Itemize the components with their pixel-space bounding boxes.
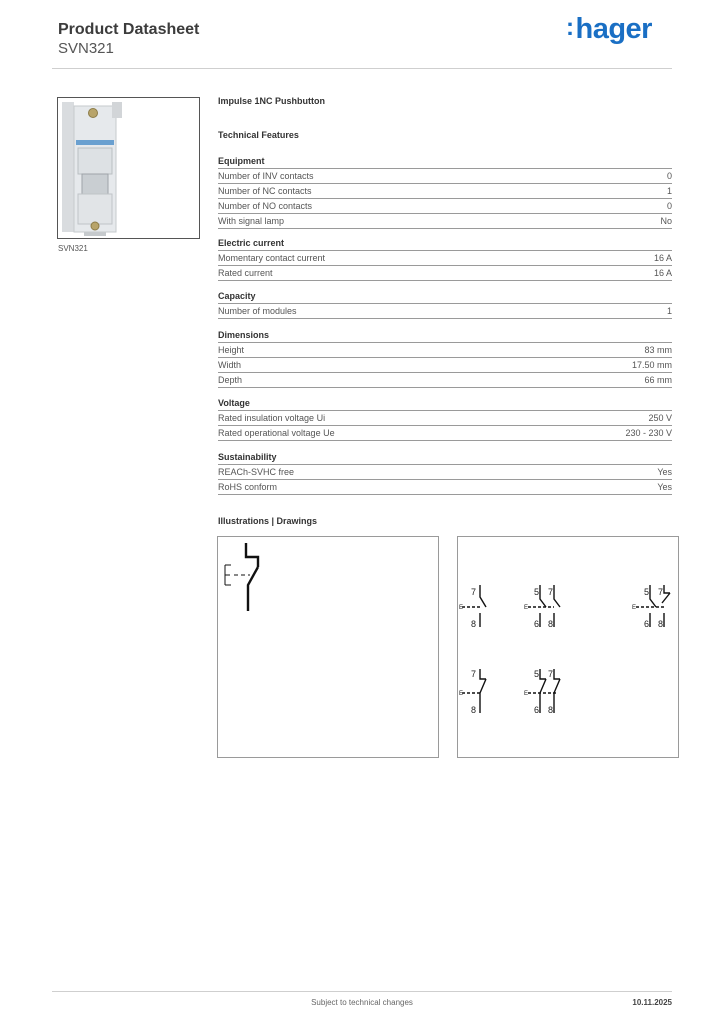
row-label: REACh-SVHC free <box>218 467 295 477</box>
terminal-7-label: 7 <box>658 587 664 597</box>
terminal-8-label: 8 <box>471 705 477 715</box>
row-value: 0 <box>666 201 672 211</box>
photo-caption: SVN321 <box>58 244 88 253</box>
row-label: Rated operational voltage Ue <box>218 428 335 438</box>
section-dimensions <box>218 328 672 388</box>
row-value: 230 - 230 V <box>625 428 672 438</box>
table-row <box>218 373 672 388</box>
row-label: Rated current <box>218 268 273 278</box>
terminal-5-label: 5 <box>534 587 540 597</box>
e-label: E <box>632 605 637 611</box>
product-photo <box>57 97 200 239</box>
page-title: Product Datasheet <box>58 21 200 38</box>
table-row <box>218 251 672 266</box>
terminal-7-label: 7 <box>548 587 554 597</box>
row-value: 17.50 mm <box>631 360 672 370</box>
table-row <box>218 184 672 199</box>
terminal-5-label: 5 <box>534 669 540 679</box>
row-value: 16 A <box>653 268 672 278</box>
table-row <box>218 214 672 229</box>
row-label: Height <box>218 345 245 355</box>
footer-divider <box>52 991 672 992</box>
section-title: Capacity <box>218 289 672 304</box>
brand-logo: :hager <box>566 13 652 45</box>
row-label: Number of INV contacts <box>218 171 314 181</box>
terminal-7-label: 7 <box>471 587 477 597</box>
table-row <box>218 411 672 426</box>
terminal-7-label: 7 <box>548 669 554 679</box>
e-label: E <box>459 691 464 697</box>
row-value: 66 mm <box>644 375 672 385</box>
table-row <box>218 343 672 358</box>
illustrations-heading: Illustrations | Drawings <box>218 516 318 526</box>
row-label: Number of NC contacts <box>218 186 312 196</box>
row-label: Rated insulation voltage Ui <box>218 413 326 423</box>
table-row <box>218 304 672 319</box>
product-image <box>58 98 199 238</box>
footer-note: Subject to technical changes <box>311 998 413 1007</box>
section-title: Voltage <box>218 396 672 411</box>
row-value: 250 V <box>648 413 672 423</box>
row-label: Momentary contact current <box>218 253 326 263</box>
footer-date: 10.11.2025 <box>632 998 672 1007</box>
section-capacity <box>218 289 672 319</box>
drawing-symbol <box>217 536 439 758</box>
table-row <box>218 199 672 214</box>
row-label: Depth <box>218 375 243 385</box>
terminal-7-label: 7 <box>471 669 477 679</box>
section-electric-current <box>218 236 672 281</box>
terminal-8-label: 8 <box>548 619 554 629</box>
terminal-6-label: 6 <box>644 619 650 629</box>
header-divider <box>52 68 672 69</box>
section-title: Equipment <box>218 154 672 169</box>
table-row <box>218 465 672 480</box>
technical-features-heading: Technical Features <box>218 130 299 140</box>
wiring-diagrams <box>458 537 678 757</box>
row-value: 1 <box>666 306 672 316</box>
row-value: 0 <box>666 171 672 181</box>
row-label: Width <box>218 360 242 370</box>
e-label: E <box>524 691 529 697</box>
row-label: Number of modules <box>218 306 297 316</box>
table-row <box>218 266 672 281</box>
terminal-6-label: 6 <box>534 705 540 715</box>
terminal-6-label: 6 <box>534 619 540 629</box>
e-label: E <box>459 605 464 611</box>
row-value: Yes <box>657 482 672 492</box>
terminal-8-label: 8 <box>658 619 664 629</box>
pushbutton-symbol <box>218 537 438 757</box>
section-title: Dimensions <box>218 328 672 343</box>
drawing-wiring <box>457 536 679 758</box>
section-voltage <box>218 396 672 441</box>
table-row <box>218 169 672 184</box>
table-row <box>218 426 672 441</box>
terminal-8-label: 8 <box>471 619 477 629</box>
terminal-8-label: 8 <box>548 705 554 715</box>
row-label: RoHS conform <box>218 482 278 492</box>
row-value: 83 mm <box>644 345 672 355</box>
product-description: Impulse 1NC Pushbutton <box>218 96 326 106</box>
table-row <box>218 480 672 495</box>
section-equipment <box>218 154 672 229</box>
row-label: Number of NO contacts <box>218 201 313 211</box>
section-title: Electric current <box>218 236 672 251</box>
row-label: With signal lamp <box>218 216 285 226</box>
row-value: Yes <box>657 467 672 477</box>
row-value: No <box>660 216 672 226</box>
row-value: 16 A <box>653 253 672 263</box>
product-code: SVN321 <box>58 40 114 57</box>
row-value: 1 <box>666 186 672 196</box>
table-row <box>218 358 672 373</box>
terminal-5-label: 5 <box>644 587 650 597</box>
section-title: Sustainability <box>218 450 672 465</box>
e-label: E <box>524 605 529 611</box>
section-sustainability <box>218 450 672 495</box>
